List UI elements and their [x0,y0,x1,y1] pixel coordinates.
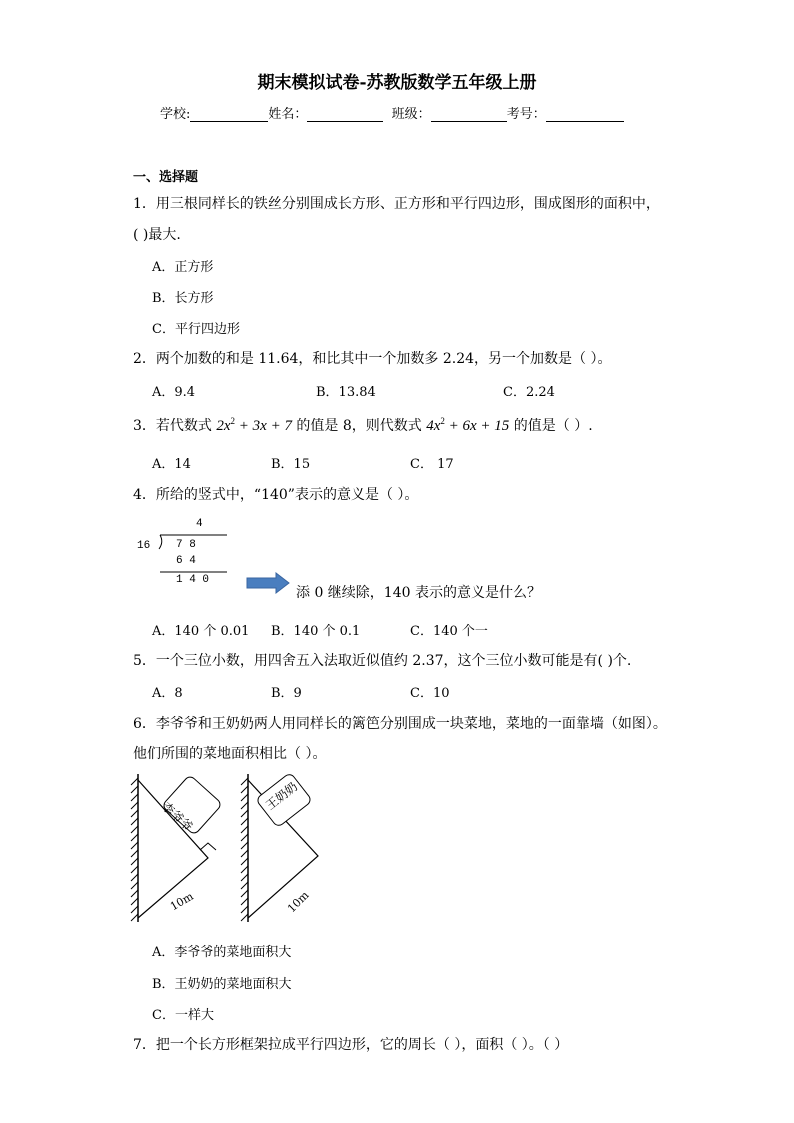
class-label: 班级： [391,107,431,122]
division-bracket [159,535,162,549]
question-2-text: 2．两个加数的和是 11.64，和比其中一个加数多 2.24，另一个加数是（ ）。 [133,351,612,367]
name-label: 姓名： [268,107,308,122]
question-4-option-c[interactable]: C．140 个一 [410,624,488,639]
question-5-option-a[interactable]: A．8 [152,686,183,701]
question-3-option-a[interactable]: A．14 [152,457,191,472]
left-wall [131,774,138,922]
product: 6 4 [176,555,196,567]
left-length-label: 10m [168,889,196,914]
question-1-line-1: 1．用三根同样长的铁丝分别围成长方形、正方形和平行四边形，围成图形的面积中， [133,196,660,212]
question-3-text [133,415,593,435]
right-wall [241,774,248,922]
right-length-label: 10m [285,888,312,916]
question-1-line-2: ( )最大. [133,227,181,243]
divisor: 16 [137,540,151,552]
question-2-option-b[interactable]: B．13.84 [316,385,376,400]
question-4-option-a[interactable]: A．140 个 0.01 [152,624,250,639]
question-4-text: 4．所给的竖式中，“140”表示的意义是（ ）。 [133,487,419,503]
question-6-line-2: 他们所围的菜地面积相比（ ）。 [133,746,327,762]
question-3-prefix: 3．若代数式 [133,418,212,434]
question-4-option-b[interactable]: B．140 个 0.1 [271,624,361,639]
question-3-option-c[interactable]: C． 17 [410,457,454,472]
question-5-text: 5．一个三位小数，用四舍五入法取近似值约 2.37，这个三位小数可能是有( )个. [133,653,632,669]
quotient: 4 [196,518,203,530]
remainder: 1 4 0 [176,574,210,586]
question-2-option-c[interactable]: C．2.24 [503,385,555,400]
question-6-option-c[interactable]: C．一样大 [152,1008,214,1023]
student-info-line [160,103,624,122]
right-bubble-label: 王奶奶 [263,779,301,813]
question-6-option-b[interactable]: B．王奶奶的菜地面积大 [152,977,292,992]
arrow-icon [246,572,290,594]
question-7-text: 7．把一个长方形框架拉成平行四边形，它的周长（ ），面积（ ）。（ ） [133,1037,569,1053]
question-3-option-b[interactable]: B．15 [271,457,311,472]
class-blank[interactable] [431,107,507,122]
question-6-line-1: 6．李爷爷和王奶奶两人用同样长的篱笆分别围成一块菜地，菜地的一面靠墙（如图）。 [133,716,667,732]
school-blank[interactable] [190,107,268,122]
question-1-option-a[interactable]: A．正方形 [152,260,214,275]
id-blank[interactable] [546,107,624,122]
question-2-option-a[interactable]: A．9.4 [152,385,196,400]
question-1-option-c[interactable]: C．平行四边形 [152,322,240,337]
expression-1: $2x^2 + 3x + 7$ [216,416,292,434]
left-bubble-label: 李爷爷 [159,799,196,834]
question-3-suffix: 的值是（ ）. [513,418,593,434]
question-6-option-a[interactable]: A．李爷爷的菜地面积大 [152,945,292,960]
name-blank[interactable] [307,107,383,122]
dividend: 7 8 [176,539,196,551]
question-1-option-b[interactable]: B．长方形 [152,291,214,306]
page-title: 期末模拟试卷-苏教版数学五年级上册 [257,73,537,93]
question-5-option-c[interactable]: C．10 [410,686,450,701]
id-label: 考号： [506,107,546,122]
section-heading: 一、选择题 [133,170,199,185]
expression-2: $4x^2 + 6x + 15$ [426,416,510,434]
question-3-middle: 的值是 8，则代数式 [296,418,422,434]
school-label: 学校: [160,107,191,122]
question-5-option-b[interactable]: B．9 [271,686,302,701]
arrow-note: 添 0 继续除，140 表示的意义是什么？ [296,585,541,601]
